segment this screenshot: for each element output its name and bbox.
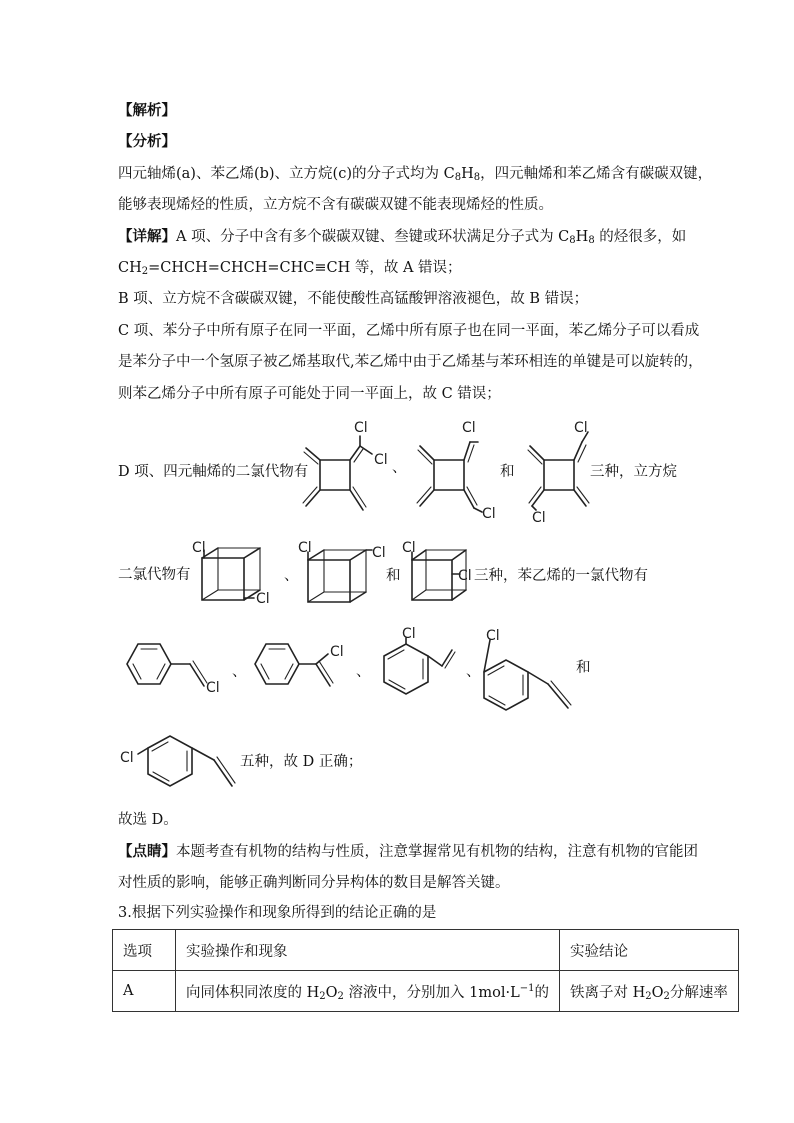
cl-label: Cl [256, 591, 270, 607]
cl-label: Cl [574, 420, 588, 436]
table-header-option: 选项 [113, 930, 176, 971]
cl-label: Cl [462, 420, 476, 436]
experiment-table [112, 929, 739, 1012]
choose-answer: 故选 D。 [118, 812, 178, 828]
question-3: 3.根据下列实验操作和现象所得到的结论正确的是 [118, 905, 437, 921]
cl-label: Cl [374, 452, 388, 468]
cubane-dichloride-3-structure [402, 538, 482, 618]
cl-label: Cl [482, 506, 496, 522]
styrene-intro: 三种，苯乙烯的一氯代物有 [474, 568, 648, 584]
chlorostyrene-beta-structure [118, 636, 228, 698]
separator-comma: 、 [466, 664, 481, 680]
analysis-line-1: 四元轴烯(a)、苯乙烯(b)、立方烷(c)的分子式均为 $C_8H_8$，四元軸烯和苯乙烯含有碳碳双键， [118, 166, 713, 183]
detail-c-1: C 项、苯分子中所有原子在同一平面，乙烯中所有原子也在同一平面，苯乙烯分子可以看成 [118, 323, 700, 339]
separator-comma: 、 [356, 664, 371, 680]
cl-label: Cl [330, 644, 344, 660]
separator-he: 和 [500, 464, 515, 480]
cl-label: Cl [402, 626, 416, 642]
detail-c-2: 是苯分子中一个氢原子被乙烯基取代,苯乙烯中由于乙烯基与苯环相连的单键是可以旋转的， [118, 354, 703, 370]
detail-d-prefix: D 项、四元軸烯的二氯代物有 [118, 464, 309, 480]
dianjing-line-1: 【点睛】本题考查有机物的结构与性质，注意掌握常见有机物的结构，注意有机物的官能团 [118, 843, 698, 860]
separator-he: 和 [576, 660, 591, 676]
separator-comma: 、 [232, 664, 247, 680]
detail-line-2: $CH_2=CHCH=CHCH=CHC\equiv CH$ 等，故 A 错误； [118, 260, 462, 277]
chlorostyrene-alpha-structure [246, 636, 356, 698]
table-cell-operation: 向同体积同浓度的 $H_2O_2$ 溶液中，分别加入 $1mol\cdot L^{-1}$的 [176, 971, 560, 1012]
cl-label: Cl [192, 540, 206, 556]
separator-he: 和 [386, 568, 401, 584]
separator-comma: 、 [392, 460, 407, 476]
heading-fenxi: 【分析】 [118, 133, 176, 150]
five-kinds: 五种，故 D 正确； [240, 754, 363, 770]
detail-c-3: 则苯乙烯分子中所有原子可能处于同一平面上，故 C 错误； [118, 386, 501, 402]
cl-label: Cl [354, 420, 368, 436]
chlorostyrene-meta-structure [478, 626, 588, 716]
heading-jiexi: 【解析】 [118, 102, 176, 119]
separator-comma: 、 [284, 568, 299, 584]
cl-label: Cl [402, 540, 416, 556]
radialene-dichloride-1-structure [298, 418, 398, 526]
detail-line-1: 【详解】A 项、分子中含有多个碳碳双键、叁键或环状满足分子式为 $C_8H_8$ 的烃很多，如 [118, 228, 687, 246]
detail-b: B 项、立方烷不含碳碳双键，不能使酸性高锰酸钾溶液褪色，故 B 错误； [118, 291, 589, 307]
cubane-dichloride-1-structure [188, 538, 278, 618]
dianjing-line-2: 对性质的影响，能够正确判断同分异构体的数目是解答关键。 [118, 875, 510, 891]
table-cell-conclusion: 铁离子对 $H_2O_2$分解速率 [559, 971, 738, 1012]
cl-label: Cl [120, 750, 134, 766]
analysis-line-2: 能够表现烯烃的性质，立方烷不含有碳碳双键不能表现烯烃的性质。 [118, 197, 553, 213]
cl-label: Cl [486, 628, 500, 644]
chlorostyrene-ortho-structure [368, 626, 478, 706]
chlorostyrene-para-structure [118, 730, 248, 794]
cubane-prefix: 二氯代物有 [118, 567, 191, 583]
table-header-conclusion: 实验结论 [559, 930, 738, 971]
cl-label: Cl [298, 540, 312, 556]
table-header-row [113, 930, 739, 971]
d-three-cubane: 三种，立方烷 [590, 464, 677, 480]
cl-label: Cl [372, 545, 386, 561]
cl-label: Cl [458, 568, 472, 584]
table-row [113, 971, 739, 1012]
radialene-dichloride-2-structure [412, 418, 512, 526]
cubane-dichloride-2-structure [296, 538, 396, 618]
cl-label: Cl [532, 510, 546, 526]
table-cell-option: A [113, 971, 176, 1012]
table-header-operation: 实验操作和现象 [176, 930, 560, 971]
cl-label: Cl [206, 680, 220, 696]
